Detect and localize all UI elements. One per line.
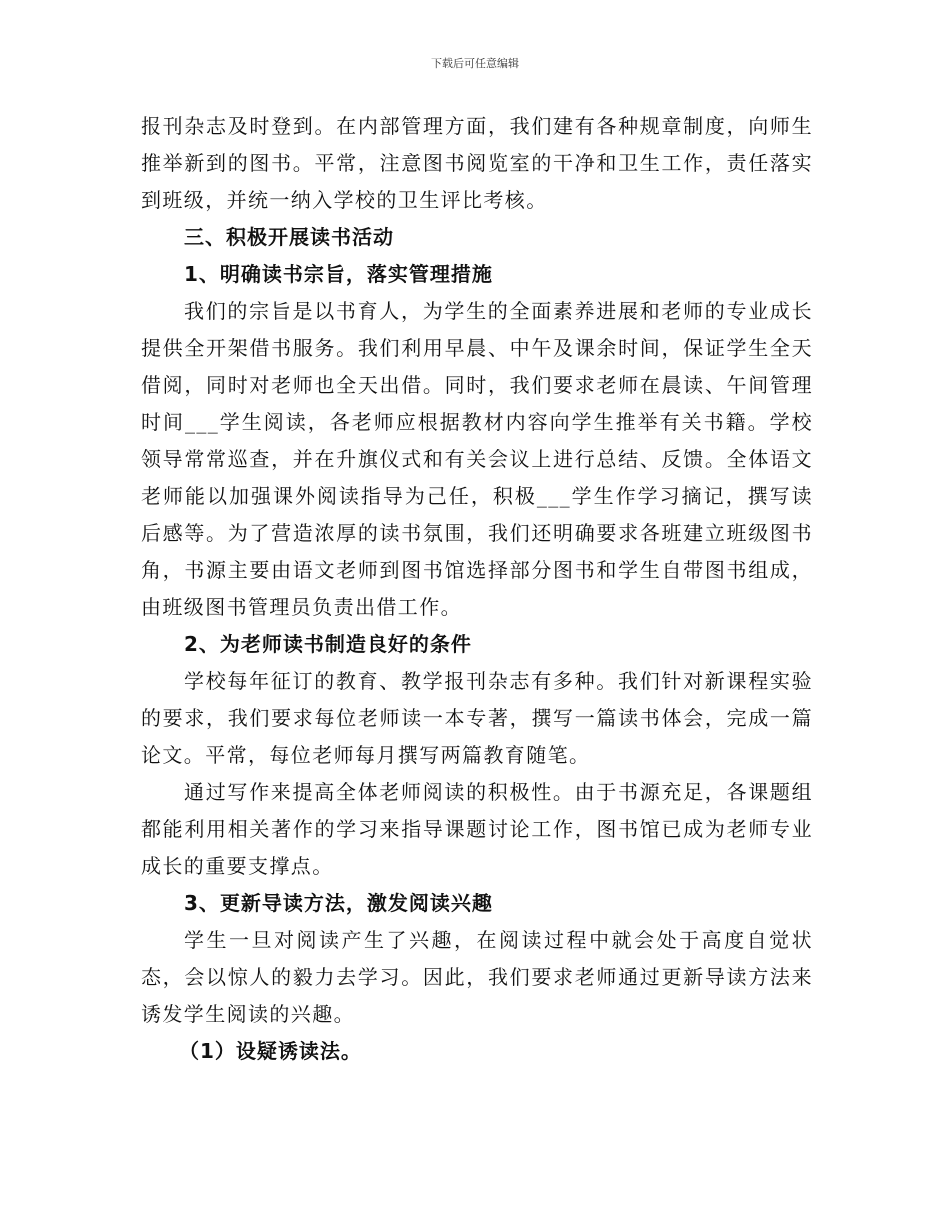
subheading-3: 3、更新导读方法，激发阅读兴趣 bbox=[184, 891, 493, 915]
paragraph-interest: 学生一旦对阅读产生了兴趣，在阅读过程中就会处于高度自觉状态，会以惊人的毅力去学习。因此，我们要求老师通过更新导读方法来诱发学生阅读的兴趣。 bbox=[141, 928, 813, 1026]
section-heading-3: 三、积极开展读书活动 bbox=[184, 225, 394, 249]
subheading-1: 1、明确读书宗旨，落实管理措施 bbox=[184, 262, 493, 286]
document-body bbox=[141, 108, 813, 1070]
page-header: 下载后可任意编辑 bbox=[431, 57, 519, 70]
subheading-2: 2、为老师读书制造良好的条件 bbox=[184, 632, 472, 656]
paragraph-intro: 报刊杂志及时登到。在内部管理方面，我们建有各种规章制度，向师生推举新到的图书。平常，注意图书阅览室的干净和卫生工作，责任落实到班级，并统一纳入学校的卫生评比考核。 bbox=[141, 114, 813, 212]
paragraph-purpose: 我们的宗旨是以书育人，为学生的全面素养进展和老师的专业成长提供全开架借书服务。我们利用早晨、中午及课余时间，保证学生全天借阅，同时对老师也全天出借。同时，我们要求老师在晨读、午间管理时间___学生阅读，各老师应根据教材内容向学生推举有关书籍。学校领导常常巡查，并在升旗仪式和有关会议上进行总结、反馈。全体语文老师能以加强课外阅读指导为己任，积极___学生作学习摘记，撰写读后感等。为了营造浓厚的读书氛围，我们还明确要求各班建立班级图书角，书源主要由语文老师到图书馆选择部分图书和学生自带图书组成，由班级图书管理员负责出借工作。 bbox=[141, 299, 813, 619]
paragraph-writing: 通过写作来提高全体老师阅读的积极性。由于书源充足，各课题组都能利用相关著作的学习来指导课题讨论工作，图书馆已成为老师专业成长的重要支撑点。 bbox=[141, 780, 813, 878]
subheading-3-1: （1）设疑诱读法。 bbox=[179, 1039, 362, 1063]
paragraph-teacher-reading: 学校每年征订的教育、教学报刊杂志有多种。我们针对新课程实验的要求，我们要求每位老师读一本专著，撰写一篇读书体会，完成一篇论文。平常，每位老师每月撰写两篇教育随笔。 bbox=[141, 669, 813, 767]
